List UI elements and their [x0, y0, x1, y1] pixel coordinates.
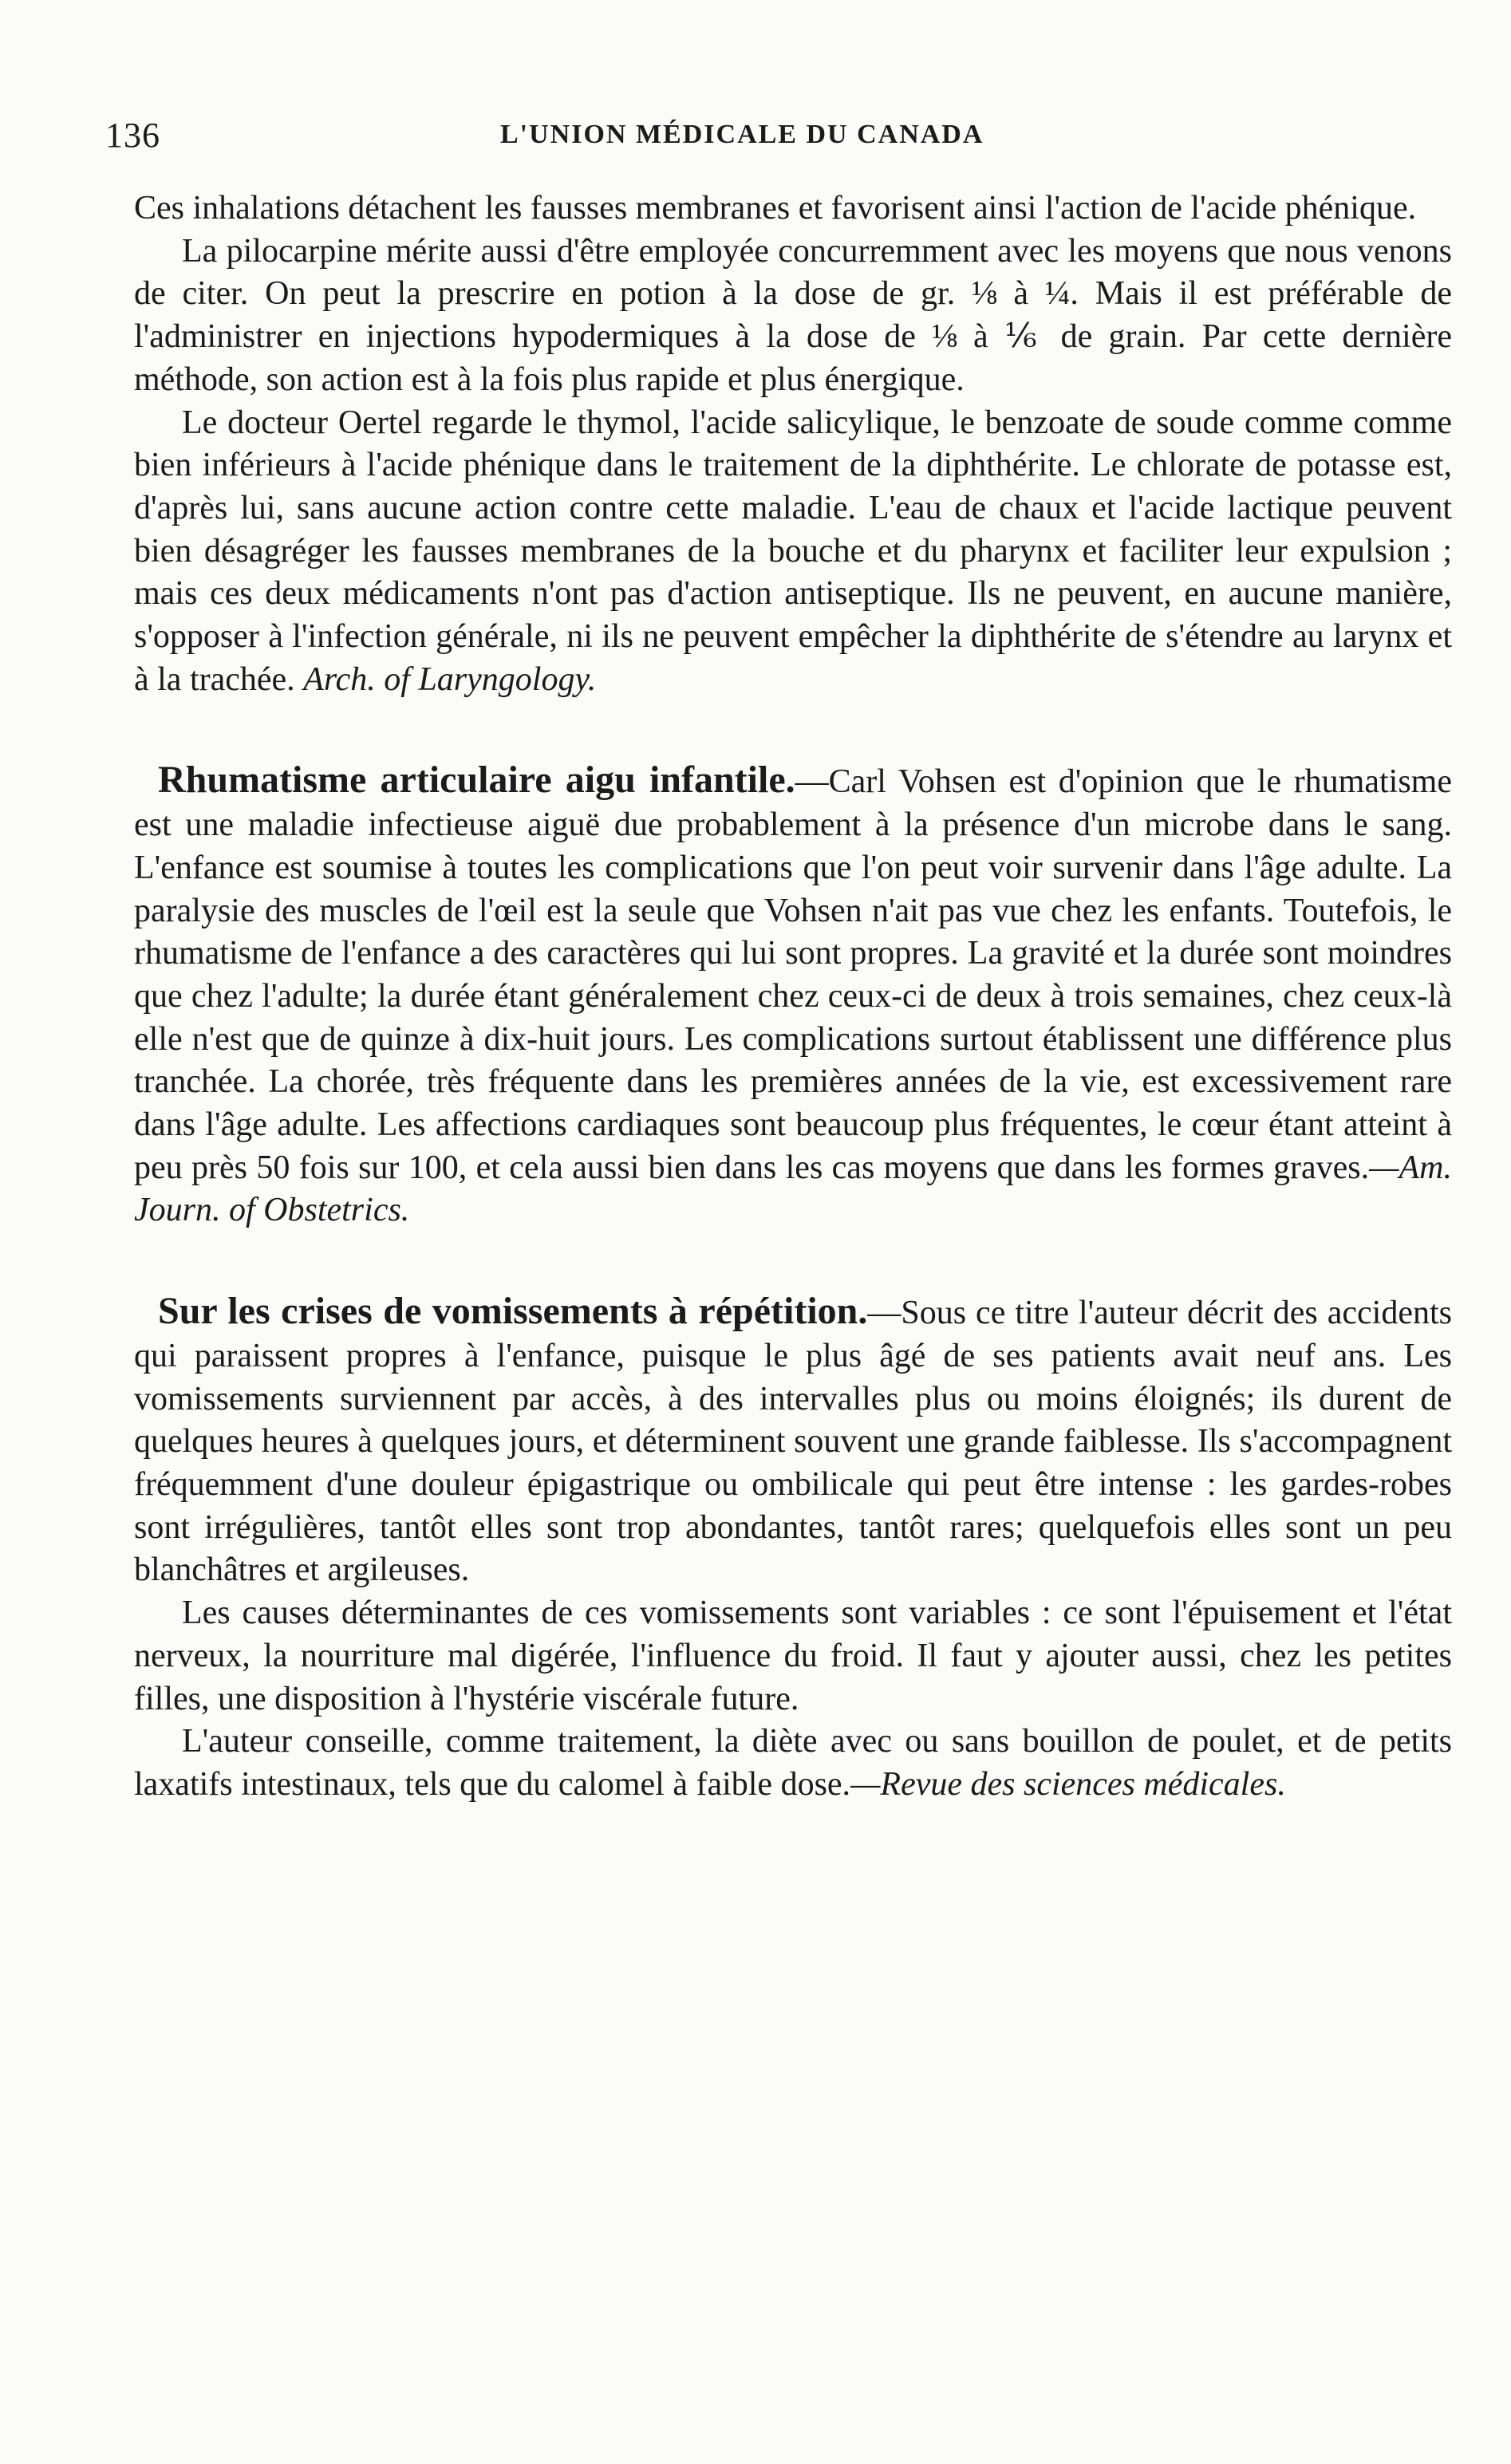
paragraph-text: Ces inhalations détachent les fausses membranes et favorisent ainsi l'action de l'acide phénique.: [134, 190, 1417, 227]
paragraph-text: —Sous ce titre l'auteur décrit des accidents qui paraissent propres à l'enfance, puisque le plus âgé de ses patients avait neuf ans. Les vomissements surviennent par accès, à des intervalles plus ou moins éloignés; ils durent de quelques heures à quelques jours, et déterminent souvent une grande faiblesse. Ils s'accompagnent fréquemment d'une douleur épigastrique ou ombilicale qui peut être intense : les gardes-robes sont irrégulières, tantôt elles sont trop abondantes, tantôt rares; quelquefois elles sont un peu blanchâtres et argileuses.: [134, 1295, 1452, 1589]
article-vomissements: [134, 1290, 1452, 1592]
paragraph-causes: [134, 1592, 1452, 1721]
article-title: Sur les crises de vomissements à répétition.: [158, 1290, 868, 1333]
running-title: L'UNION MÉDICALE DU CANADA: [500, 120, 984, 149]
paragraph-pilocarpine: [134, 231, 1452, 402]
source-citation: —Am. Journ. of Obstetrics.: [134, 1149, 1452, 1229]
source-citation: —Revue des sciences médicales.: [850, 1765, 1286, 1803]
page-number: 136: [105, 116, 160, 155]
page-header: [105, 115, 1382, 163]
article-body: [134, 187, 1452, 1807]
article-title: Rhumatisme articulaire aigu infantile.: [158, 759, 795, 802]
paragraph-text: Les causes déterminantes de ces vomissements sont variables : ce sont l'épuisement et l'état nerveux, la nourriture mal digérée, l'influence du froid. Il faut y ajouter aussi, chez les petites filles, une disposition à l'hystérie viscérale future.: [134, 1595, 1452, 1717]
paragraph-oertel: [134, 402, 1452, 702]
article-rhumatisme: [134, 759, 1452, 1232]
source-citation: Arch. of Laryngology.: [303, 660, 597, 698]
paragraph-inhalations: [134, 187, 1452, 231]
paragraph-traitement: [134, 1721, 1452, 1806]
paragraph-text: La pilocarpine mérite aussi d'être employée concurremment avec les moyens que nous venons de citer. On peut la prescrire en potion à la dose de gr. ⅛ à ¼. Mais il est préférable de l'administrer en injections hypodermiques à la dose de ⅛ à ⅙ de grain. Par cette dernière méthode, son action est à la fois plus rapide et plus énergique.: [134, 232, 1452, 398]
paragraph-text: L'auteur conseille, comme traitement, la diète avec ou sans bouillon de poulet, et de petits laxatifs intestinaux, tels que du calomel à faible dose.: [134, 1723, 1452, 1803]
paragraph-text: —Carl Vohsen est d'opinion que le rhumatisme est une maladie infectieuse aiguë due probablement à la présence d'un microbe dans le sang. L'enfance est soumise à toutes les complications que l'on peut voir survenir dans l'âge adulte. La paralysie des muscles de l'œil est la seule que Vohsen n'ait pas vue chez les enfants. Toutefois, le rhumatisme de l'enfance a des caractères qui lui sont propres. La gravité et la durée sont moindres que chez l'adulte; la durée étant généralement chez ceux-ci de deux à trois semaines, chez ceux-là elle n'est que de quinze à dix-huit jours. Les complications surtout établissent une différence plus tranchée. La chorée, très fréquente dans les premières années de la vie, est excessivement rare dans l'âge adulte. Les affections cardiaques sont beaucoup plus fréquentes, le cœur étant atteint à peu près 50 fois sur 100, et cela aussi bien dans les cas moyens que dans les formes graves.: [134, 763, 1452, 1186]
paragraph-text: Le docteur Oertel regarde le thymol, l'acide salicylique, le benzoate de soude comme comme bien inférieurs à l'acide phénique dans le traitement de la diphthérite. Le chlorate de potasse est, d'après lui, sans aucune action contre cette maladie. L'eau de chaux et l'acide lactique peuvent bien désagréger les fausses membranes de la bouche et du pharynx et faciliter leur expulsion ; mais ces deux médicaments n'ont pas d'action antiseptique. Ils ne peuvent, en aucune manière, s'opposer à l'infection générale, ni ils ne peuvent empêcher la diphthérite de s'étendre au larynx et à la trachée.: [134, 404, 1452, 698]
